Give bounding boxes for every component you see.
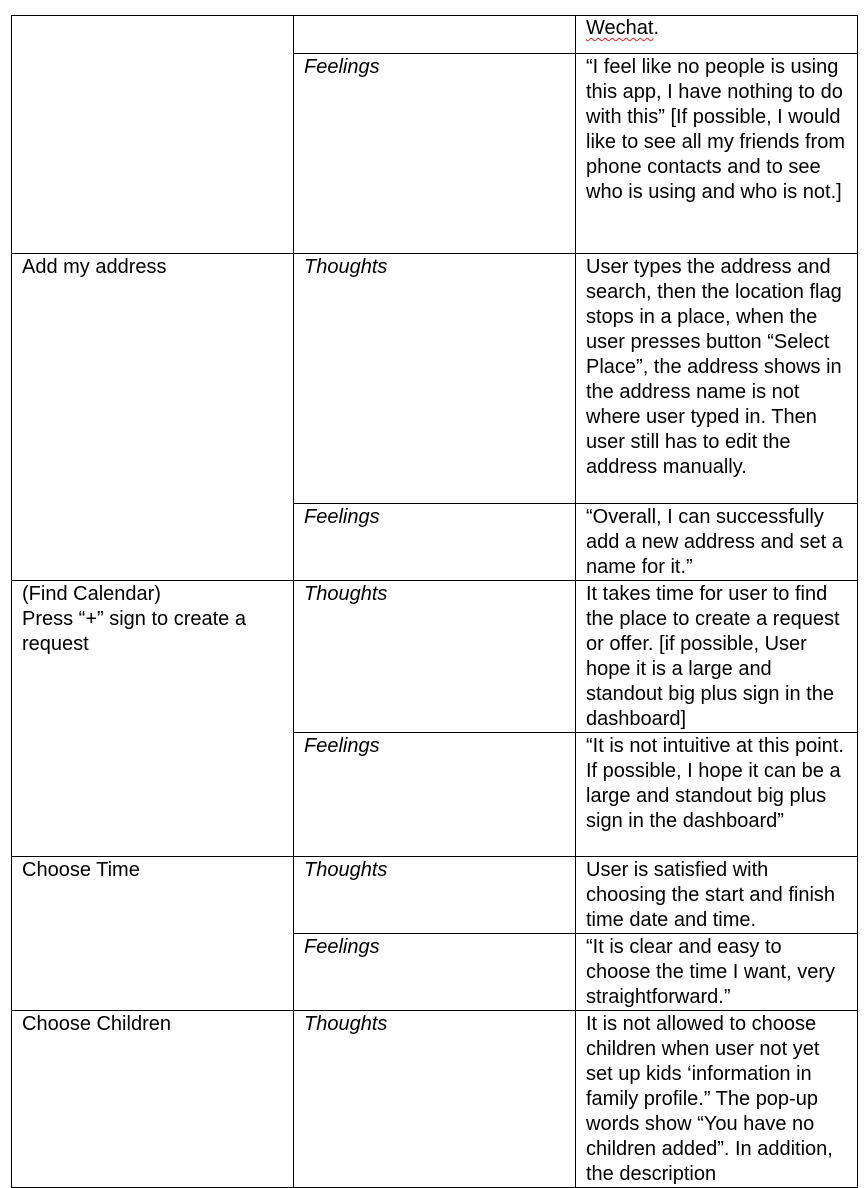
kind-cell: Feelings [294,733,576,857]
text-cell: It takes time for user to find the place to create a request or offer. [if possible, User hope it is a large and standout big plus sign in the dashboard] [576,581,858,733]
table-row [12,16,858,54]
kind-cell [294,16,576,54]
table-row [12,254,858,504]
stage-cell: Choose Time [12,857,294,1011]
kind-cell: Thoughts [294,581,576,733]
kind-cell: Thoughts [294,1011,576,1188]
text-cell [576,16,858,54]
text-cell: “Overall, I can successfully add a new address and set a name for it.” [576,504,858,581]
misspelled-word: Wechat [586,17,654,39]
text-cell: User types the address and search, then the location flag stops in a place, when the user presses button “Select Place”, the address shows in the address name is not where user typed in. Then user still has to edit the address manually. [576,254,858,504]
text-cell: User is satisfied with choosing the start and finish time date and time. [576,857,858,934]
kind-cell: Thoughts [294,254,576,504]
table-row [12,581,858,733]
kind-cell: Feelings [294,934,576,1011]
kind-cell: Feelings [294,54,576,254]
kind-cell: Thoughts [294,857,576,934]
stage-cell: Choose Children [12,1011,294,1188]
table-row [12,1011,858,1188]
text-cell: “It is clear and easy to choose the time I want, very straightforward.” [576,934,858,1011]
journey-map-table [11,15,858,1188]
table-row [12,857,858,934]
kind-cell: Feelings [294,504,576,581]
text-cell: “I feel like no people is using this app, I have nothing to do with this” [If possible, I would like to see all my friends from phone contacts and to see who is using and who is not.] [576,54,858,254]
stage-cell [12,581,294,857]
stage-line: (Find Calendar) [22,583,161,605]
text-cell: “It is not intuitive at this point. If possible, I hope it can be a large and standout big plus sign in the dashboard” [576,733,858,857]
text-tail: . [653,17,660,39]
stage-cell: Add my address [12,254,294,581]
text-cell: It is not allowed to choose children when user not yet set up kids ‘information in family profile.” The pop-up words show “You have no children added”. In addition, the description [576,1011,858,1188]
stage-cell [12,16,294,254]
stage-line: Press “+” sign to create a request [22,608,246,655]
